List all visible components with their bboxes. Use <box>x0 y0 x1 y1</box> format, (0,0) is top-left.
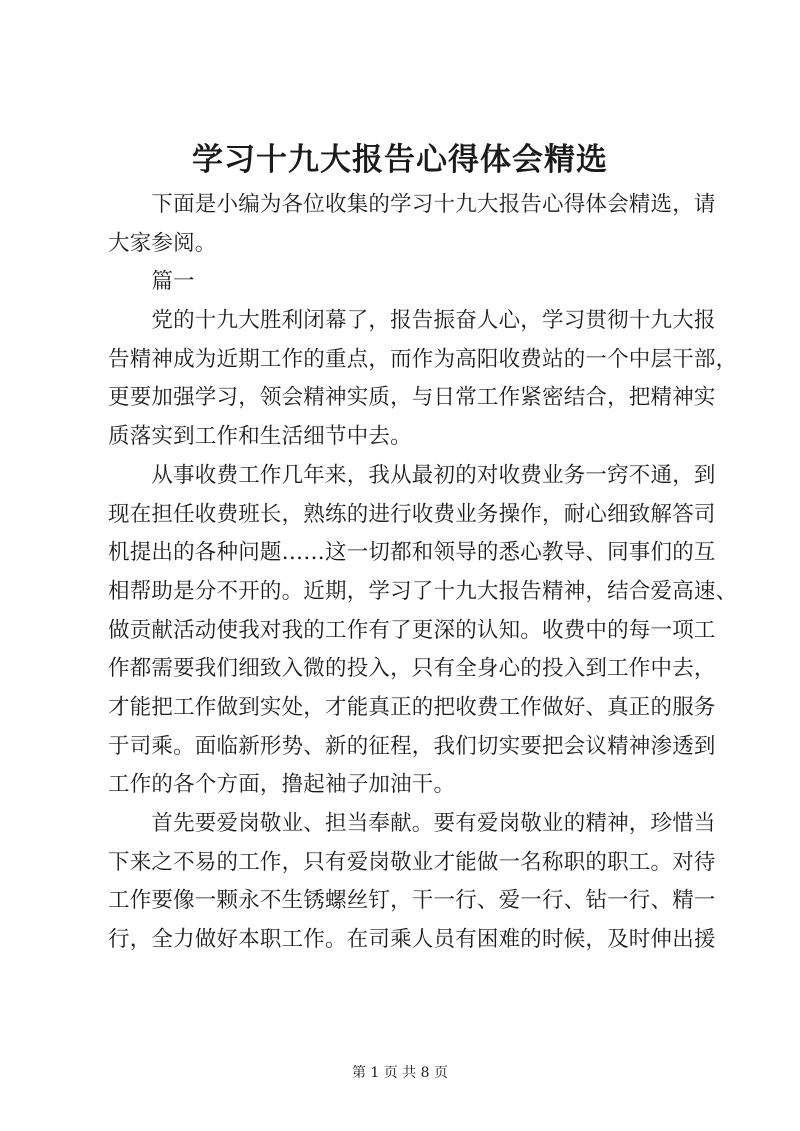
body-line: 作都需要我们细致入微的投入，只有全身心的投入到工作中去， <box>108 656 716 682</box>
body-line: 工作的各个方面，撸起袖子加油干。 <box>108 772 456 798</box>
body-line: 工作要像一颗永不生锈螺丝钉，干一行、爱一行、钻一行、精一 <box>108 888 716 914</box>
document-title: 学习十九大报告心得体会精选 <box>192 142 608 178</box>
page-footer: 第 1 页 共 8 页 <box>351 1065 449 1081</box>
body-line: 首先要爱岗敬业、担当奉献。要有爱岗敬业的精神，珍惜当 <box>108 811 716 836</box>
body-line: 质落实到工作和生活细节中去。 <box>108 424 412 450</box>
body-line: 下来之不易的工作，只有爱岗敬业才能做一名称职的职工。对待 <box>108 849 716 875</box>
body-line: 才能把工作做到实处，才能真正的把收费工作做好、真正的服务 <box>108 694 716 720</box>
body-line: 相帮助是分不开的。近期，学习了十九大报告精神，结合爱高速、 <box>108 578 738 604</box>
body-line: 现在担任收费班长，熟练的进行收费业务操作，耐心细致解答司 <box>108 501 716 527</box>
body-line: 更要加强学习，领会精神实质，与日常工作紧密结合，把精神实 <box>108 385 716 411</box>
body-line: 党的十九大胜利闭幕了，报告振奋人心，学习贯彻十九大报 <box>108 308 716 334</box>
body-line: 下面是小编为各位收集的学习十九大报告心得体会精选，请 <box>108 192 716 217</box>
body-line: 做贡献活动使我对我的工作有了更深的认知。收费中的每一项工 <box>108 617 716 643</box>
body-line: 大家参阅。 <box>108 230 217 256</box>
body-line: 于司乘。面临新形势、新的征程，我们切实要把会议精神渗透到 <box>108 733 716 759</box>
body-line: 机提出的各种问题……这一切都和领导的悉心教导、同事们的互 <box>108 540 716 566</box>
body-line: 告精神成为近期工作的重点，而作为高阳收费站的一个中层干部， <box>108 346 738 372</box>
document-body <box>108 186 738 960</box>
body-line: 从事收费工作几年来，我从最初的对收费业务一窍不通，到 <box>108 462 716 488</box>
body-line: 篇一 <box>108 269 195 295</box>
body-line: 行，全力做好本职工作。在司乘人员有困难的时候，及时伸出援 <box>108 927 716 953</box>
